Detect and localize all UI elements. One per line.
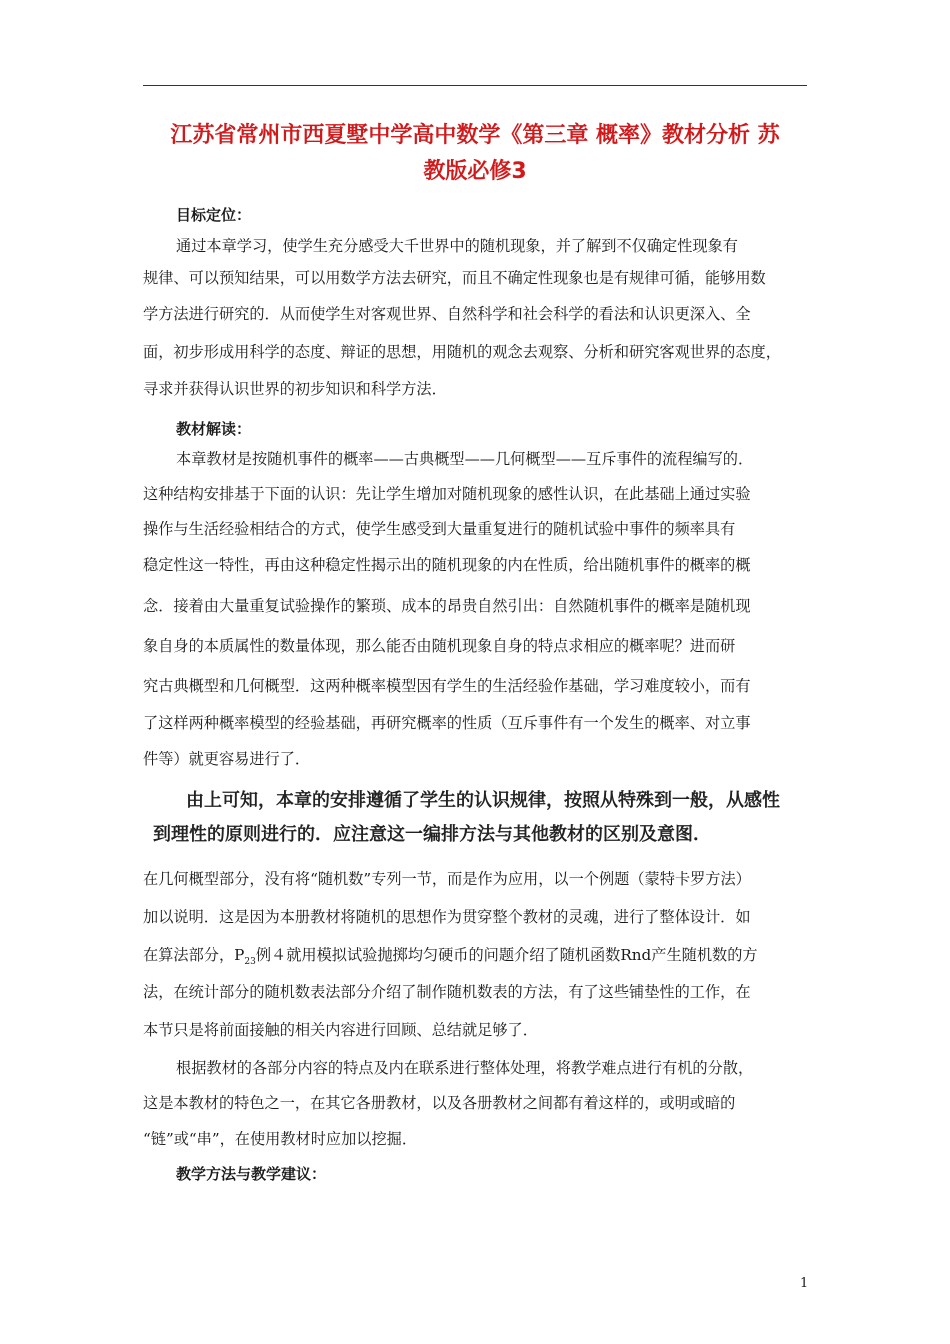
feature-line: “链”或“串”，在使用教材时应加以挖掘．	[143, 1130, 418, 1148]
feature-line: 这是本教材的特色之一，在其它各册教材，以及各册教材之间都有着这样的，或明或暗的	[143, 1094, 736, 1112]
goal-line: 通过本章学习，使学生充分感受大千世界中的随机现象，并了解到不仅确定性现象有	[176, 237, 738, 255]
goal-heading: 目标定位：	[176, 206, 252, 224]
algorithm-page-sub: 23	[244, 957, 256, 968]
goal-line: 寻求并获得认识世界的初步知识和科学方法．	[143, 380, 447, 398]
feature-line: 根据教材的各部分内容的特点及内在联系进行整体处理，将教学难点进行有机的分散，	[176, 1059, 754, 1077]
reading-line: 究古典概型和几何概型．这两种概率模型因有学生的生活经验作基础，学习难度较小，而有	[143, 677, 751, 695]
summary-line: 由上可知，本章的安排遵循了学生的认识规律，按照从特殊到一般，从感性	[186, 790, 780, 811]
algorithm-suffix: 例４就用模拟试验抛掷均匀硬币的问题介绍了随机函数Rnd产生随机数的方	[255, 946, 758, 964]
summary-line: 到理性的原则进行的．应注意这一编排方法与其他教材的区别及意图．	[153, 824, 711, 845]
page-number: 1	[800, 1276, 809, 1291]
algorithm-prefix: 在算法部分，P	[143, 946, 245, 964]
reading-line: 象自身的本质属性的数量体现，那么能否由随机现象自身的特点求相应的概率呢？进而研	[143, 637, 736, 655]
reading-line: 稳定性这一特性，再由这种稳定性揭示出的随机现象的内在性质，给出随机事件的概率的概	[143, 556, 751, 574]
document-title-line1: 江苏省常州市西夏墅中学高中数学《第三章 概率》教材分析 苏	[170, 123, 780, 148]
method-heading: 教学方法与教学建议：	[176, 1165, 327, 1183]
reading-line: 本章教材是按随机事件的概率——古典概型——几何概型——互斥事件的流程编写的．	[176, 450, 754, 468]
reading-line: 念．接着由大量重复试验操作的繁琐、成本的昂贵自然引出：自然随机事件的概率是随机现	[143, 597, 751, 615]
geometry-line: 在几何概型部分，没有将“随机数”专列一节，而是作为应用，以一个例题（蒙特卡罗方法）	[143, 870, 751, 888]
goal-line: 规律、可以预知结果，可以用数学方法去研究，而且不确定性现象也是有规律可循，能够用数	[143, 269, 766, 287]
statistics-line: 本节只是将前面接触的相关内容进行回顾、总结就足够了．	[143, 1021, 538, 1039]
geometry-line: 加以说明．这是因为本册教材将随机的思想作为贯穿整个教材的灵魂，进行了整体设计．如	[143, 908, 751, 926]
reading-line: 了这样两种概率模型的经验基础，再研究概率的性质（互斥事件有一个发生的概率、对立事	[143, 714, 751, 732]
goal-line: 学方法进行研究的．从而使学生对客观世界、自然科学和社会科学的看法和认识更深入、全	[143, 305, 751, 323]
goal-line: 面，初步形成用科学的态度、辩证的思想，用随机的观念去观察、分析和研究客观世界的态度，	[143, 343, 781, 361]
reading-line: 操作与生活经验相结合的方式，使学生感受到大量重复进行的随机试验中事件的频率具有	[143, 520, 736, 538]
header-rule	[143, 85, 807, 86]
reading-line: 这种结构安排基于下面的认识：先让学生增加对随机现象的感性认识，在此基础上通过实验	[143, 485, 751, 503]
reading-line: 件等）就更容易进行了．	[143, 750, 311, 768]
document-title-line2: 教版必修3	[423, 159, 527, 184]
reading-heading: 教材解读：	[176, 420, 252, 438]
algorithm-line	[143, 945, 813, 972]
statistics-line: 法，在统计部分的随机数表法部分介绍了制作随机数表的方法，有了这些铺垫性的工作，在	[143, 983, 751, 1001]
